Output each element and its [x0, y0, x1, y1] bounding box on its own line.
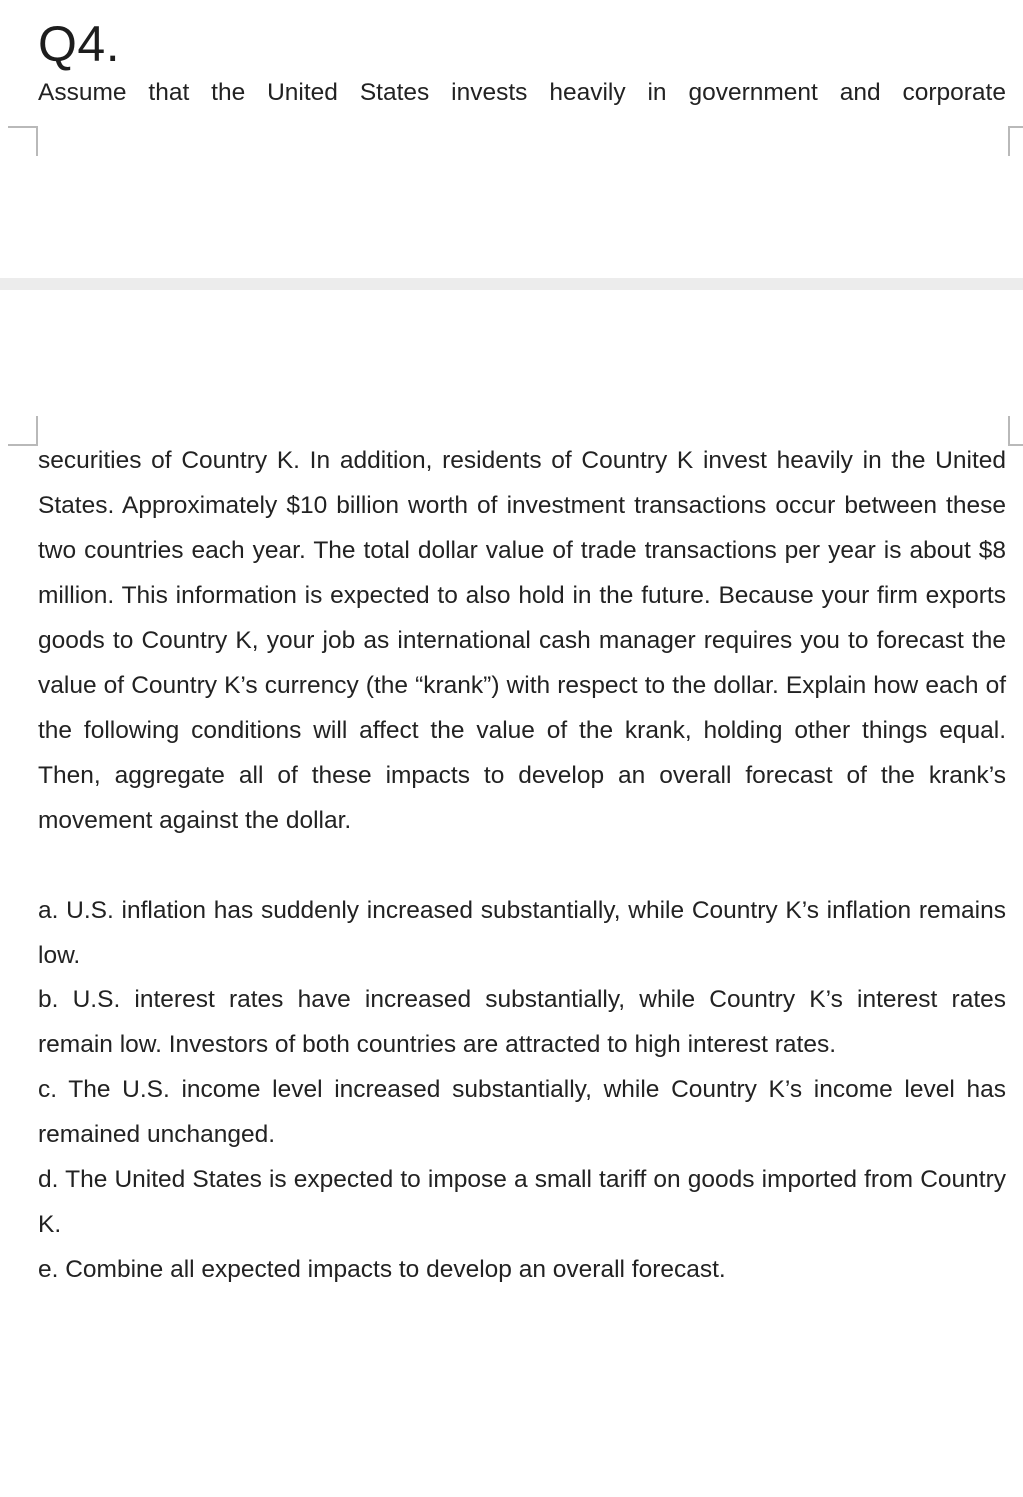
- option-b: b. U.S. interest rates have increased substantially, while Country K’s interest rates remain low. Investors of both countries are attracted to high interest rates.: [38, 986, 1006, 1058]
- page-margin-corner-top-left: [8, 126, 38, 156]
- question-intro-line: Assume that the United States invests heavily in government and corporate: [38, 79, 1006, 106]
- page-margin-corner-bottom-right: [1008, 416, 1023, 446]
- page-break-divider: [0, 278, 1023, 290]
- page-margin-corner-bottom-left: [8, 416, 38, 446]
- question-body-paragraph: securities of Country K. In addition, residents of Country K invest heavily in the United States. Approximately $10 billion worth of investment transactions occur between these two countries each year. The total dollar value of trade transactions per year is about $8 million. This information is expected to also hold in the future. Because your firm exports goods to Country K, your job as international cash manager requires you to forecast the value of Country K’s currency (the “krank”) with respect to the dollar. Explain how each of the following conditions will affect the value of the krank, holding other things equal. Then, aggregate all of these impacts to develop an overall forecast of the krank’s movement against the dollar.: [38, 447, 1006, 834]
- option-a: a. U.S. inflation has suddenly increased substantially, while Country K’s inflation remains low.: [38, 897, 1006, 969]
- option-e: e. Combine all expected impacts to develop an overall forecast.: [38, 1256, 726, 1283]
- page-margin-corner-top-right: [1008, 126, 1023, 156]
- option-c: c. The U.S. income level increased substantially, while Country K’s income level has remained unchanged.: [38, 1076, 1006, 1148]
- option-d: d. The United States is expected to impose a small tariff on goods imported from Country K.: [38, 1166, 1006, 1238]
- question-number: Q4.: [38, 16, 121, 72]
